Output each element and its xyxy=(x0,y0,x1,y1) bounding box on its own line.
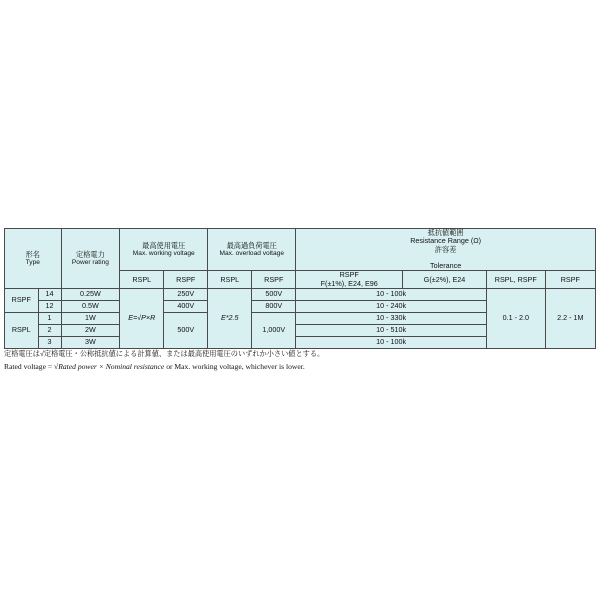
header-working-rspf: RSPF xyxy=(164,271,208,289)
header-resistance-range: 抵抗値範囲 Resistance Range (Ω) 許容差 Tolerance xyxy=(296,229,596,271)
type-label-rspf: RSPF xyxy=(5,288,39,312)
working-voltage-rspf: 400V xyxy=(164,300,208,312)
header-working-rspl: RSPL xyxy=(120,271,164,289)
tolerance-range-rspf: 2.2 - 1M xyxy=(545,288,595,348)
note-formula-italic: Rated power × Nominal resistance xyxy=(58,362,165,372)
specification-table-container xyxy=(4,228,596,349)
power-cell: 0.5W xyxy=(61,300,120,312)
overload-voltage-rspf: 500V xyxy=(252,288,296,300)
type-label-rspl: RSPL xyxy=(5,312,39,348)
header-max-overload-voltage: 最高過負荷電圧 Max. overload voltage xyxy=(208,229,296,271)
overload-voltage-rspl-formula: E*2.5 xyxy=(208,288,252,348)
rank-cell: 1 xyxy=(38,312,61,324)
note-english: Rated voltage = √Rated power × Nominal resistance or Max. working voltage, whichever is lower. xyxy=(4,362,305,372)
tolerance-range-rspl-rspf: 0.1 - 2.0 xyxy=(486,288,545,348)
header-power-rating: 定格電力 Power rating xyxy=(61,229,120,289)
resistance-range-f: 10 - 330k xyxy=(296,312,487,324)
note-japanese: 定格電圧は√定格電圧・公称抵抗値による計算値、または最高使用電圧のいずれか小さい値とする。 xyxy=(4,349,325,358)
header-tolerance-f: RSPF F(±1%), E24, E96 xyxy=(296,271,403,289)
working-voltage-rspf: 500V xyxy=(164,312,208,348)
resistance-range-f: 10 - 100k xyxy=(296,288,487,300)
rank-cell: 2 xyxy=(38,324,61,336)
header-tolerance-rspl-rspf: RSPL, RSPF xyxy=(486,271,545,289)
rank-cell: 14 xyxy=(38,288,61,300)
power-cell: 0.25W xyxy=(61,288,120,300)
table-row xyxy=(5,288,596,300)
rank-cell: 12 xyxy=(38,300,61,312)
sqrt-symbol: √ xyxy=(54,362,59,372)
header-tolerance-rspf2: RSPF xyxy=(545,271,595,289)
resistance-range-f: 10 - 510k xyxy=(296,324,487,336)
table-header-row-1 xyxy=(5,229,596,271)
power-cell: 1W xyxy=(61,312,120,324)
header-overload-rspl: RSPL xyxy=(208,271,252,289)
working-voltage-rspf: 250V xyxy=(164,288,208,300)
specification-table xyxy=(4,228,596,349)
rank-cell: 3 xyxy=(38,336,61,348)
overload-voltage-rspf: 1,000V xyxy=(252,312,296,348)
header-type: 形名 Type xyxy=(5,229,62,289)
resistance-range-f: 10 - 100k xyxy=(296,336,487,348)
header-max-working-voltage: 最高使用電圧 Max. working voltage xyxy=(120,229,208,271)
notes-block xyxy=(4,349,596,372)
power-cell: 3W xyxy=(61,336,120,348)
working-voltage-rspl-formula: E=√P×R xyxy=(120,288,164,348)
power-cell: 2W xyxy=(61,324,120,336)
resistance-range-f: 10 - 240k xyxy=(296,300,487,312)
header-tolerance-g: G(±2%), E24 xyxy=(403,271,487,289)
overload-voltage-rspf: 800V xyxy=(252,300,296,312)
header-overload-rspf: RSPF xyxy=(252,271,296,289)
